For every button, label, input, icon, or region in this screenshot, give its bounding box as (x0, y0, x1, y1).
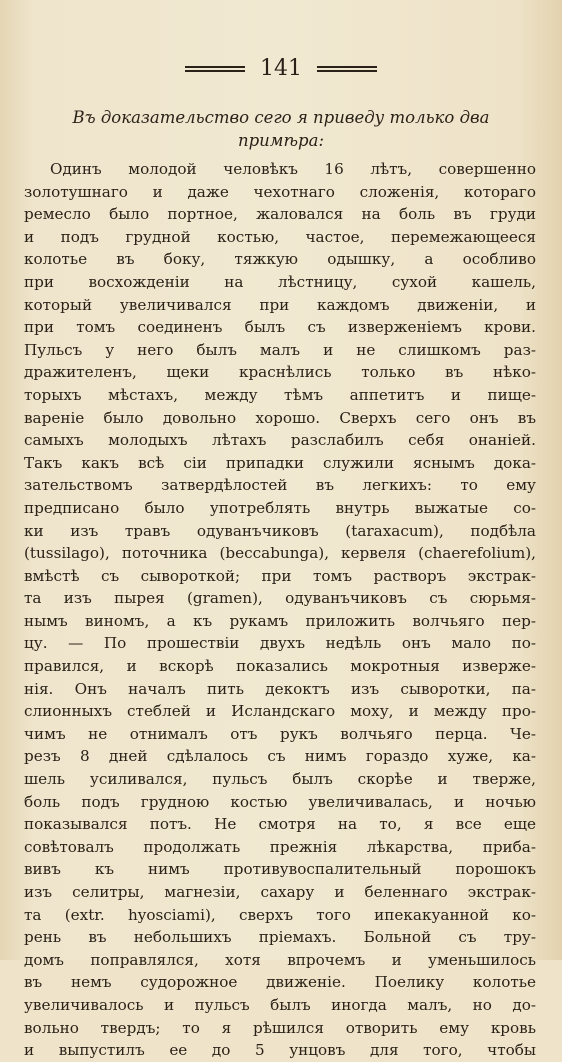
text-line: резъ 8 дней сдѣлалось съ нимъ гораздо хуже, ка- (24, 747, 536, 766)
text-line: слионныхъ стеблей и Исландскаго моху, и между про- (24, 702, 536, 721)
text-line: Пульсъ у него былъ малъ и не слишкомъ раз- (24, 340, 536, 359)
text-line: нымъ виномъ, а къ рукамъ приложить волчьяго пер- (24, 611, 536, 630)
text-line: который увеличивался при каждомъ движеніи, и (24, 295, 536, 314)
text-line: чимъ не отнималъ отъ рукъ волчьяго перца. Че- (24, 724, 536, 743)
text-line: вивъ къ нимъ противувоспалительный порошокъ (24, 860, 536, 879)
text-line: вареніе было довольно хорошо. Сверхъ сего онъ въ (24, 408, 536, 427)
text-line: колотье въ боку, тяжкую одышку, а особливо (24, 250, 536, 269)
text-line: изъ селитры, магнезіи, сахару и беленнаго экстрак- (24, 883, 536, 901)
text-line: увеличивалось и пульсъ былъ иногда малъ, но до- (24, 995, 536, 1014)
text-line: торыхъ мѣстахъ, между тѣмъ аппетитъ и пище- (24, 385, 536, 404)
intro-line: Въ доказательство сего я приведу только два (72, 108, 490, 127)
text-line: цу. — По прошествіи двухъ недѣль онъ мало по- (24, 634, 536, 653)
text-line: Одинъ молодой человѣкъ 16 лѣтъ, совершенно (50, 160, 536, 178)
text-line: въ немъ судорожное движеніе. Поелику колотье (24, 973, 536, 992)
text-line: самыхъ молодыхъ лѣтахъ разслабилъ себя онаніей. (24, 431, 536, 450)
text-line: та (extr. hyosciami), сверхъ того ипекакуанной ко- (24, 905, 536, 924)
intro-line: примѣра: (237, 131, 324, 150)
text-line: и выпустилъ ее до 5 унцовъ для того, чтобы (24, 1041, 536, 1060)
body-paragraph (24, 158, 536, 1062)
header-rule-left (185, 66, 245, 72)
text-line: дражителенъ, щеки краснѣлись только въ нѣко- (24, 363, 536, 382)
text-line: предписано было употреблять внутрь выжатые со- (24, 498, 536, 517)
text-line: вольно твердъ; то я рѣшился отворить ему кровь (24, 1018, 536, 1037)
page-header (0, 56, 562, 86)
text-line: боль подъ грудною костью увеличивалась, и ночью (24, 792, 536, 811)
text-line: (tussilago), поточника (beccabunga), кервеля (chaerefolium), (24, 544, 536, 563)
text-line: Такъ какъ всѣ сіи припадки служили яснымъ дока- (24, 453, 536, 472)
intro-heading (38, 106, 524, 152)
text-line: зательствомъ затвердѣлостей въ легкихъ: то ему (24, 476, 536, 495)
text-line: нія. Онъ началъ пить декоктъ изъ сыворотки, па- (24, 679, 536, 698)
text-line: ремесло было портное, жаловался на боль въ груди (24, 205, 536, 224)
text-line: та изъ пырея (gramen), одуванъчиковъ съ сюрьмя- (24, 589, 536, 608)
text-line: золотушнаго и даже чехотнаго сложенія, котораго (24, 182, 536, 201)
page-number: 141 (260, 56, 302, 81)
text-line: совѣтовалъ продолжать прежнія лѣкарства, приба- (24, 837, 536, 856)
text-line: и подъ грудной костью, частое, перемежающееся (24, 227, 536, 246)
text-line: показывался потъ. Не смотря на то, я все еще (24, 815, 536, 834)
text-line: при томъ соединенъ былъ съ изверженіемъ крови. (24, 318, 536, 337)
text-line: вмѣстѣ съ сывороткой; при томъ растворъ экстрак- (24, 566, 536, 585)
text-line: ки изъ травъ одуванъчиковъ (taraxacum), подбѣла (24, 521, 536, 540)
text-line: рень въ небольшихъ пріемахъ. Больной съ тру- (24, 928, 536, 947)
header-rule-right (317, 66, 377, 72)
text-line: при восхожденіи на лѣстницу, сухой кашель, (24, 272, 536, 291)
text-line: правился, и вскорѣ показались мокротныя изверже- (24, 657, 536, 676)
text-line: домъ поправлялся, хотя впрочемъ и уменьшилось (24, 950, 536, 969)
text-line: шель усиливался, пульсъ былъ скорѣе и тверже, (24, 770, 536, 789)
